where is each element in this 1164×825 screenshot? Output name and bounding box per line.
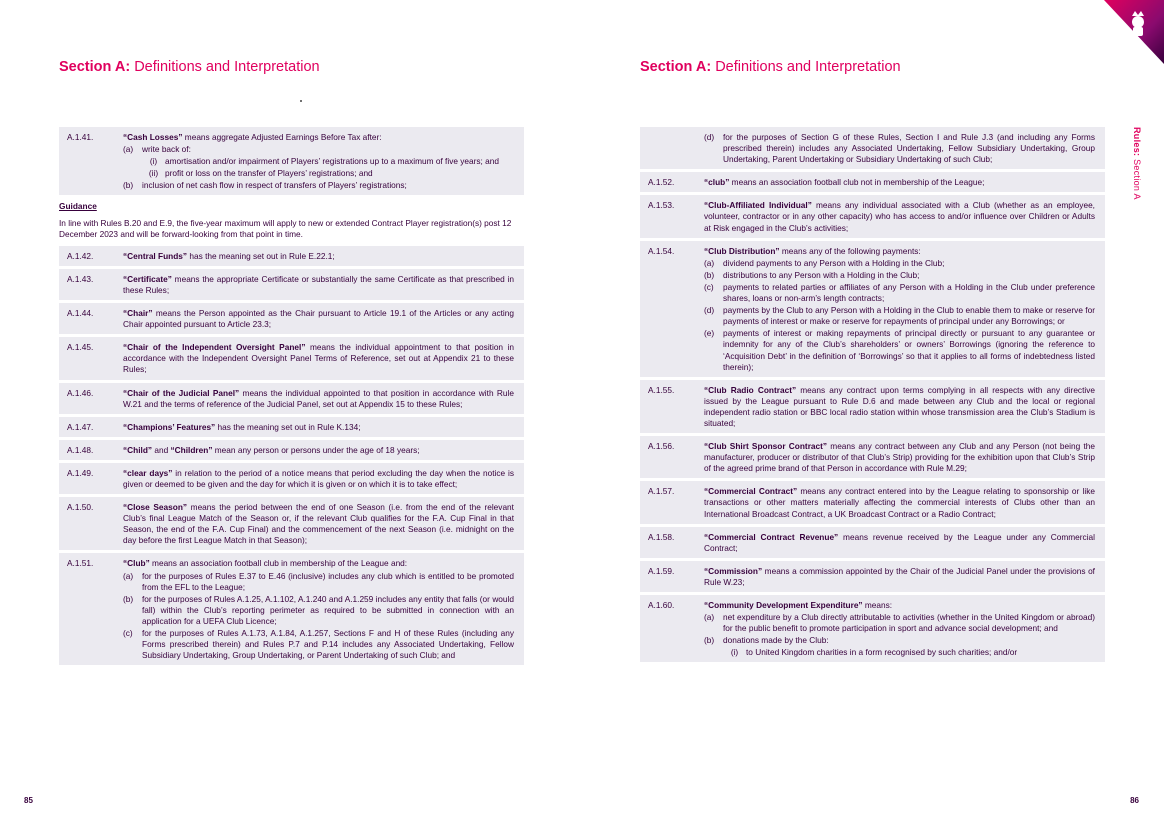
sub-clause: (b) for the purposes of Rules A.1.25, A.1.102, A.1.240 and A.1.259 includes any entity that falls (or would fall) within the Club’s reporting perimeter as required to be submitted in connection with an application for a UEFA Club Licence; xyxy=(123,593,514,626)
sub-clause: (e) payments of interest or making repayments of principal directly or pursuant to any guarantee or indemnity for any of the Club’s shareholders’ or owners’ Borrowings (ignoring the reference to ‘Acquisition Debt’ in the definition of ‘Borrowings’ so that it applies to all forms of indebtedness listed therein); xyxy=(704,328,1095,372)
rule-a151: A.1.51. “Club” means an association football club in membership of the League and: (a) for the purposes of Rules E.37 to E.46 (inclusive) includes any club which is entitled to be promoted from the EFL to the League; (b) for the purposes of Rules A.1.25, A.1.102, A.1.240 and A.1.259 includes any entity that falls (or would fall) within the Club’s reporting perimeter as required to be submitted in connection with an application for a UEFA Club Licence; (c) for the purposes of Rules A.1.73, A.1.84, A.1.257, Sections F and H of these Rules (including any Forms prescribed therein) and Rules P.7 and P.14 includes any Associated Undertaking, Fellow Subsidiary Undertaking, Group Undertaking, or Parent Undertaking of such Club; and xyxy=(59,553,524,665)
guidance-text: In line with Rules B.20 and E.9, the five-year maximum will apply to new or extended Contract Player registration(s) post 12 December 2023 and will be forward-looking from that point in time. xyxy=(59,217,512,239)
rule-a153: A.1.53. “Club-Affiliated Individual” means any individual associated with a Club (whether as an employee, volunteer, contractor or in any other capacity) who has access to and/or influence over Children or Adults at Risk engaged in the Club’s activities; xyxy=(640,195,1105,237)
rule-a145: A.1.45. “Chair of the Independent Oversight Panel” means the individual appointment to that position in accordance with the Independent Oversight Panel Terms of Reference, set out at Appendix 21 to these Rules; xyxy=(59,337,524,379)
sub-clause: (a) net expenditure by a Club directly attributable to activities (whether in the United Kingdom or abroad) for the public benefit to promote participation in sport and advance social development; and xyxy=(704,612,1095,634)
rules-column-right xyxy=(640,127,1105,665)
sub-clause: (b) inclusion of net cash flow in respect of transfers of Players’ registrations; xyxy=(123,180,407,191)
rule-a147: A.1.47. “Champions’ Features” has the meaning set out in Rule K.134; xyxy=(59,417,524,437)
sub-sub-clause: (i) amortisation and/or impairment of Players’ registrations up to a maximum of five years; and xyxy=(149,156,500,167)
rule-a158: A.1.58. “Commercial Contract Revenue” means revenue received by the League under any Commercial Contract; xyxy=(640,527,1105,558)
rule-text: means aggregate Adjusted Earnings Before Tax after: xyxy=(182,132,382,142)
rule-a142: A.1.42. “Central Funds” has the meaning set out in Rule E.22.1; xyxy=(59,246,524,266)
rule-a156: A.1.56. “Club Shirt Sponsor Contract” means any contract between any Club and any Person (not being the manufacturer, producer or distributor of that Club’s Strip) providing for the exhibition upon that Club’s Strip of the agreed prime brand of that Person in accordance with Rule M.29; xyxy=(640,436,1105,478)
section-title-right: Section A: Definitions and Interpretation xyxy=(640,59,901,75)
sub-clause: (a) write back of: xyxy=(123,144,191,155)
rule-a154: A.1.54. “Club Distribution” means any of the following payments: (a) dividend payments to any Person with a Holding in the Club; (b) distributions to any Person with a Holding in the Club; (c) payments to related parties or affiliates of any Person with a Holding in the Club under preference shares, loans or non-arm’s length contracts; (d) payments by the Club to any Person with a Holding in the Club to enable them to make or reserve for payments of interest or make or reserve for repayments of principal under any Borrowings; or (e) payments of interest or making repayments of principal directly or pursuant to any guarantee or indemnity for any of the Club’s shareholders’ or owners’ Borrowings (ignoring the reference to ‘Acquisition Debt’ in the definition of ‘Borrowings’ so that it applies to all forms of indebtedness listed therein); xyxy=(640,241,1105,377)
rule-a148: A.1.48. “Child” and “Children” mean any person or persons under the age of 18 years; xyxy=(59,440,524,460)
guidance-block xyxy=(59,198,524,245)
rule-a151-continued xyxy=(640,127,1105,169)
sub-sub-clause: (ii) profit or loss on the transfer of Players’ registrations; and xyxy=(148,168,373,179)
sub-clause: (a) for the purposes of Rules E.37 to E.46 (inclusive) includes any club which is entitled to be promoted from the EFL to the League; xyxy=(123,570,514,592)
side-section-tab: Rules: Section A xyxy=(1132,127,1142,200)
rule-a157: A.1.57. “Commercial Contract” means any contract entered into by the League relating to sponsorship or like transactions or other matters materially affecting the commercial interests of Clubs other than an International Broadcast Contract, a UK Broadcast Contract or a Radio Contract; xyxy=(640,481,1105,523)
sub-clause: (b) distributions to any Person with a Holding in the Club; xyxy=(704,269,920,280)
rule-a141 xyxy=(59,127,524,195)
sub-clause: (d) payments by the Club to any Person with a Holding in the Club to enable them to make or reserve for payments of interest or make or reserve for repayments of principal under any Borrowings; or xyxy=(704,305,1095,327)
rules-column-left xyxy=(59,127,524,668)
sub-clause: (b) donations made by the Club: xyxy=(704,635,829,646)
sub-clause: (a) dividend payments to any Person with a Holding in the Club; xyxy=(704,257,945,268)
rule-a146: A.1.46. “Chair of the Judicial Panel” means the individual appointed to that position in accordance with Rule W.21 and the terms of reference of the Judicial Panel, set out at Appendix 15 to these Rules; xyxy=(59,383,524,414)
rule-a143: A.1.43. “Certificate” means the appropriate Certificate or substantially the same Certificate as that prescribed in these Rules; xyxy=(59,269,524,300)
stray-dot xyxy=(300,100,302,102)
rule-a152: A.1.52. “club” means an association football club not in membership of the League; xyxy=(640,172,1105,192)
rule-a159: A.1.59. “Commission” means a commission appointed by the Chair of the Judicial Panel under the provisions of Rule W.23; xyxy=(640,561,1105,592)
sub-clause: (c) payments to related parties or affiliates of any Person with a Holding in the Club under preference shares, loans or non-arm’s length contracts; xyxy=(704,281,1095,304)
guidance-heading: Guidance xyxy=(59,201,97,212)
rule-a160: A.1.60. “Community Development Expenditure” means: (a) net expenditure by a Club directly attributable to activities (whether in the United Kingdom or abroad) for the public benefit to promote participation in sport and advance social development; and (b) donations made by the Club: (i) to United Kingdom charities in a form recognised by such charities; and/or xyxy=(640,595,1105,662)
right-page xyxy=(582,0,1164,825)
rule-a150: A.1.50. “Close Season” means the period between the end of one Season (i.e. from the end of the relevant Club’s final League Match of the Season or, if the relevant Club qualifies for the F.A. Cup Final in that Season, the end of the F.A. Cup Final) and the commencement of the next Season (i.e. midnight on the day before the first League Match in that Season); xyxy=(59,497,524,550)
rule-term: “Cash Losses” xyxy=(123,132,183,142)
sub-clause: (d) for the purposes of Section G of these Rules, Section I and Rule J.3 (and including any Forms prescribed therein) includes any Associated Undertaking, Fellow Subsidiary Undertaking, Group Undertaking, Parent Undertaking or Subsidiary Undertaking of such Club; xyxy=(704,132,1095,165)
rule-number: A.1.41. xyxy=(67,132,94,142)
page-number-right: 86 xyxy=(1130,796,1139,805)
section-title-left: Section A: Definitions and Interpretation xyxy=(59,59,320,75)
page-number-left: 85 xyxy=(24,796,33,805)
rule-a144: A.1.44. “Chair” means the Person appointed as the Chair pursuant to Article 19.1 of the Articles or any acting Chair appointed pursuant to Article 23.3; xyxy=(59,303,524,334)
sub-clause: (c) for the purposes of Rules A.1.73, A.1.84, A.1.257, Sections F and H of these Rules (including any Forms prescribed therein) and Rules P.7 and P.14 includes any Associated Undertaking, Fellow Subsidiary Undertaking, Group Undertaking, or Parent Undertaking of such Club; and xyxy=(123,628,514,661)
rule-a155: A.1.55. “Club Radio Contract” means any contract upon terms complying in all respects with any directive issued by the League pursuant to Rule D.6 and made between any Club and the local or regional independent radio station or BBC local radio station within whose transmission area the Club’s Stadium is situated; xyxy=(640,380,1105,433)
sub-sub-clause: (i) to United Kingdom charities in a form recognised by such charities; and/or xyxy=(730,647,1018,658)
rule-a149: A.1.49. “clear days” in relation to the period of a notice means that period excluding the day when the notice is given or deemed to be given and the day for which it is given or on which it is to take effect; xyxy=(59,463,524,494)
